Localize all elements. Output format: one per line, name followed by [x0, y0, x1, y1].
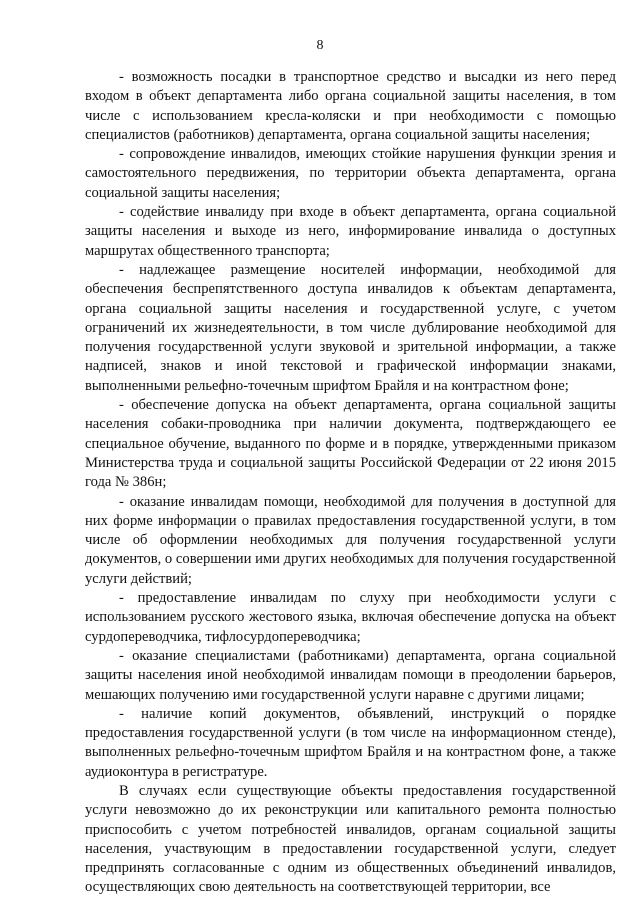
document-body [85, 68, 616, 898]
paragraph-sign-language: - предоставление инвалидам по слуху при необходимости услуги с использованием русского жестового языка, включая обеспечение допуска на объект сурдопереводчика, тифлосурдопереводчика; [85, 590, 616, 645]
page-number: 8 [316, 38, 324, 53]
paragraph-barrier-assistance: - оказание специалистами (работниками) департамента, органа социальной защиты населения иной необходимой инвалидам помощи в преодолении барьеров, мешающих получению ими государственной услуги наравне с другими лицами; [85, 647, 616, 703]
paragraph-information-placement: - надлежащее размещение носителей информации, необходимой для обеспечения беспрепятственного доступа инвалидов к объектам департамента, органа социальной защиты населения и государственной услуге, с учетом ограничений их жизнедеятельности, в том числе дублирование необходимой для получения государственной услуги звуковой и зрительной информации, а также надписей, знаков и иной текстовой и графической информации знаками, выполненными рельефно-точечным шрифтом Брайля и на контрастном фоне; [85, 261, 616, 394]
paragraph-boarding-vehicle: - возможность посадки в транспортное средство и высадки из него перед входом в объект департамента либо органа социальной защиты населения, в том числе с использованием кресла-коляски и при необходимости с помощью специалистов (работников) департамента, органа социальной защиты населения; [85, 69, 616, 143]
paragraph-document-copies: - наличие копий документов, объявлений, инструкций о порядке предоставления государственной услуги (в том числе на информационном стенде), выполненных рельефно-точечным шрифтом Брайля и на контрастном фоне, а также аудиоконтура в регистратуре. [85, 705, 616, 780]
paragraph-guide-dog-admission: - обеспечение допуска на объект департамента, органа социальной защиты населения собаки-проводника при наличии документа, подтверждающего ее специальное обучение, выданного по форме и в порядке, утвержденными приказом Министерства труда и социальной защиты Российской Федерации от 22 июня 2015 года № 386н; [85, 397, 616, 491]
paragraph-reconstruction-cases: В случаях если существующие объекты предоставления государственной услуги невозможно до их реконструкции или капитального ремонта полностью приспособить с учетом потребностей инвалидов, органам социальной защиты населения, участвующим в предоставлении государственной услуги, следует предпринять согласованные с одним из общественных объединений инвалидов, осуществляющих свою деятельность на соответствующей территории, все [85, 782, 616, 896]
paragraph-information-assistance: - оказание инвалидам помощи, необходимой для получения в доступной для них форме информации о правилах предоставления государственной услуги, в том числе об оформлении необходимых для получения государственной услуги документов, о совершении ими других необходимых для получения государственной услуги действий; [85, 493, 616, 587]
paragraph-escort-visually-impaired: - сопровождение инвалидов, имеющих стойкие нарушения функции зрения и самостоятельного передвижения, по территории объекта департамента, органа социальной защиты населения; [85, 146, 616, 201]
paragraph-entry-assistance: - содействие инвалиду при входе в объект департамента, органа социальной защиты населения и выходе из него, информирование инвалида о доступных маршрутах общественного транспорта; [85, 204, 616, 259]
